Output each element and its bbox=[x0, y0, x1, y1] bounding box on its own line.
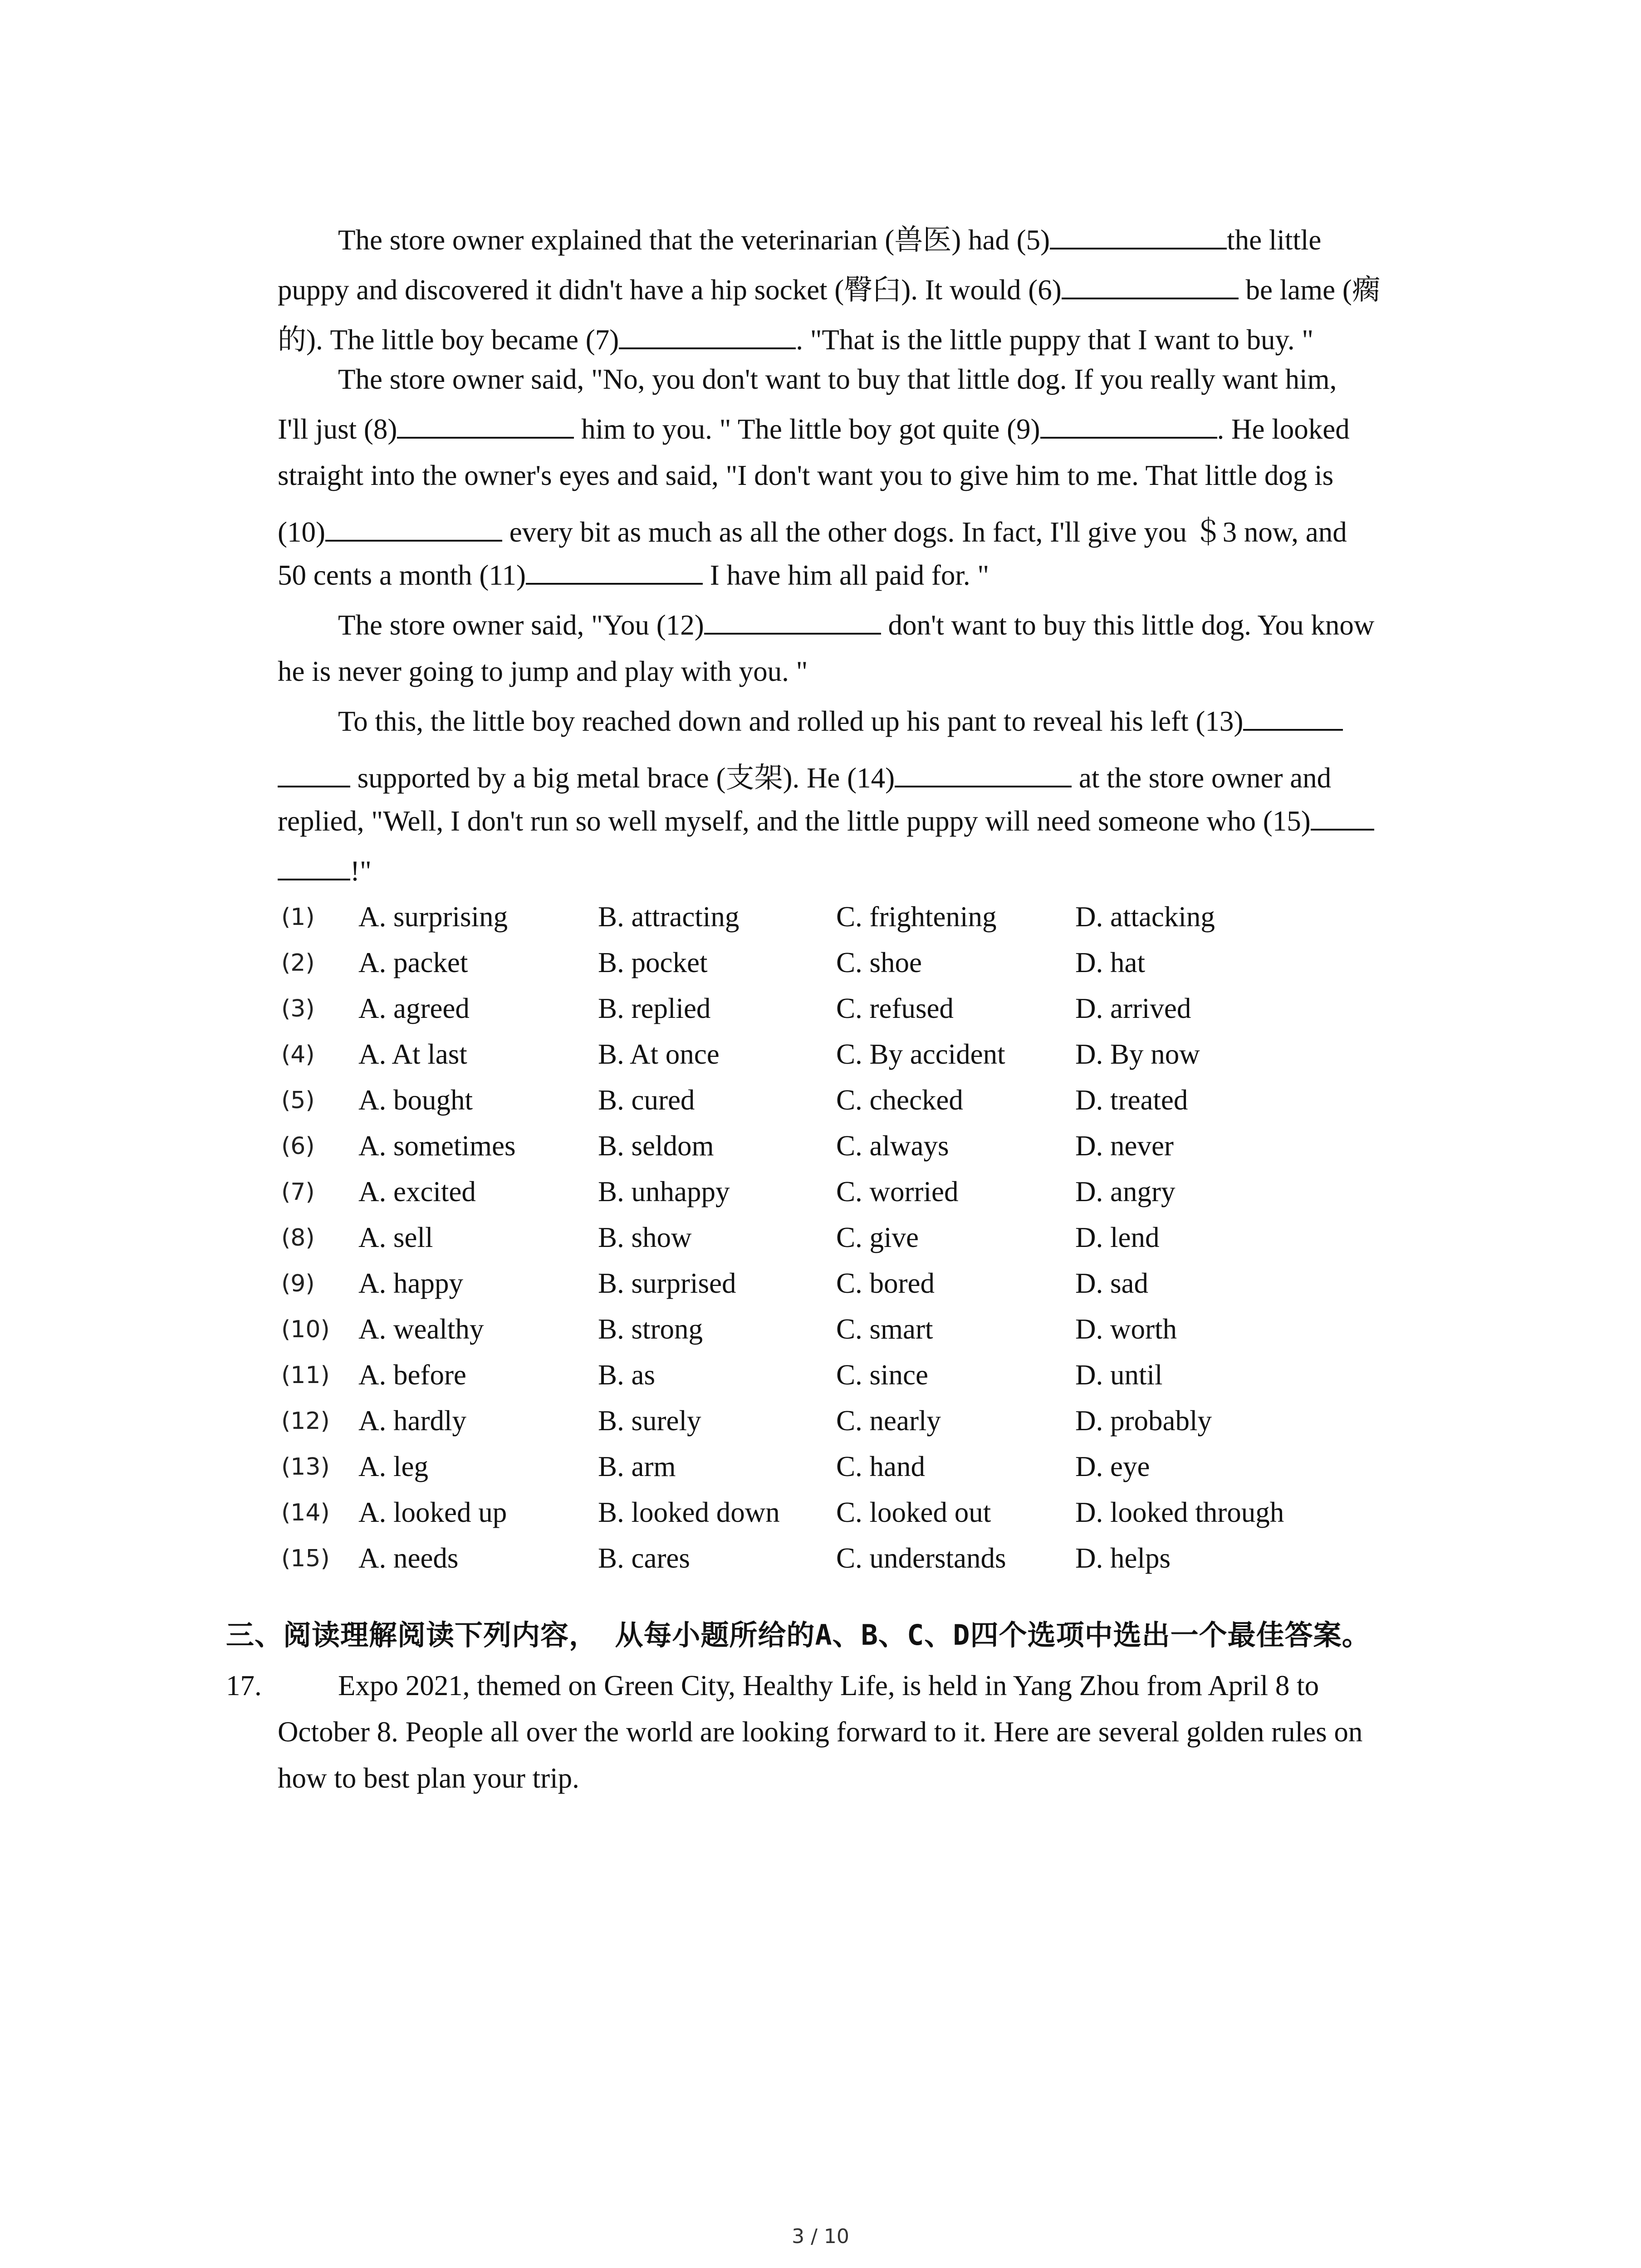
option-d[interactable]: D. lend bbox=[1075, 1222, 1160, 1253]
option-c[interactable]: C. checked bbox=[836, 1084, 963, 1116]
option-c[interactable]: C. bored bbox=[836, 1267, 935, 1299]
option-d[interactable]: D. eye bbox=[1075, 1451, 1150, 1482]
option-number: (5) bbox=[281, 1087, 315, 1114]
passage-line bbox=[278, 413, 1457, 446]
option-b[interactable]: B. strong bbox=[598, 1313, 703, 1345]
passage-line bbox=[278, 559, 1457, 592]
passage-line bbox=[278, 509, 1457, 550]
option-a[interactable]: A. packet bbox=[358, 947, 468, 978]
passage-text: don't want to buy this little dog. You know bbox=[888, 609, 1375, 641]
option-c[interactable]: C. understands bbox=[836, 1542, 1006, 1574]
option-number: (12) bbox=[281, 1408, 330, 1435]
option-number: (15) bbox=[281, 1545, 330, 1572]
option-c[interactable]: C. since bbox=[836, 1359, 928, 1391]
option-b[interactable]: B. cares bbox=[598, 1542, 690, 1574]
option-a[interactable]: A. before bbox=[358, 1359, 466, 1391]
answer-blank[interactable] bbox=[278, 762, 350, 787]
passage-line bbox=[338, 705, 1518, 738]
answer-blank[interactable] bbox=[1243, 705, 1343, 731]
option-b[interactable]: B. surely bbox=[598, 1405, 701, 1437]
passage-line bbox=[338, 609, 1518, 642]
passage-line bbox=[278, 267, 1457, 308]
option-c[interactable]: C. shoe bbox=[836, 947, 922, 978]
passage-text: be lame (瘸 bbox=[1245, 274, 1381, 306]
option-number: (9) bbox=[281, 1270, 315, 1297]
answer-blank[interactable] bbox=[325, 516, 502, 542]
answer-blank[interactable] bbox=[1062, 274, 1239, 299]
option-a[interactable]: A. hardly bbox=[358, 1405, 466, 1437]
passage-text: . He looked bbox=[1217, 413, 1350, 445]
option-number: (1) bbox=[281, 904, 315, 931]
option-d[interactable]: D. helps bbox=[1075, 1542, 1171, 1574]
option-number: (2) bbox=[281, 949, 315, 977]
passage-text: replied, "Well, I don't run so well myself, and the little puppy will need someone who (15) bbox=[278, 805, 1311, 837]
option-number: (11) bbox=[281, 1362, 330, 1389]
option-b[interactable]: B. as bbox=[598, 1359, 655, 1391]
passage-text: 50 cents a month (11) bbox=[278, 559, 526, 591]
option-b[interactable]: B. seldom bbox=[598, 1130, 714, 1162]
passage-text: every bit as much as all the other dogs. In fact, I'll give you ＄3 now, and bbox=[509, 516, 1347, 548]
passage-line bbox=[278, 655, 1457, 688]
option-a[interactable]: A. surprising bbox=[358, 901, 508, 933]
passage-line bbox=[338, 363, 1518, 396]
option-number: (14) bbox=[281, 1499, 330, 1526]
passage-text: The store owner said, "No, you don't want to buy that little dog. If you really want him, bbox=[338, 363, 1337, 395]
option-b[interactable]: B. replied bbox=[598, 992, 711, 1024]
option-b[interactable]: B. At once bbox=[598, 1038, 720, 1070]
option-d[interactable]: D. By now bbox=[1075, 1038, 1200, 1070]
passage-line bbox=[278, 855, 1457, 888]
option-d[interactable]: D. never bbox=[1075, 1130, 1174, 1162]
answer-blank[interactable] bbox=[895, 762, 1072, 787]
option-c[interactable]: C. always bbox=[836, 1130, 949, 1162]
passage-line bbox=[338, 217, 1518, 258]
option-d[interactable]: D. hat bbox=[1075, 947, 1145, 978]
option-a[interactable]: A. needs bbox=[358, 1542, 459, 1574]
passage-text: puppy and discovered it didn't have a hip socket (臀臼). It would (6) bbox=[278, 274, 1062, 306]
option-d[interactable]: D. until bbox=[1075, 1359, 1163, 1391]
passage-text: To this, the little boy reached down and rolled up his pant to reveal his left (13) bbox=[338, 705, 1244, 737]
question-number: 17. bbox=[226, 1670, 262, 1701]
option-a[interactable]: A. looked up bbox=[358, 1496, 507, 1528]
option-c[interactable]: C. smart bbox=[836, 1313, 933, 1345]
option-b[interactable]: B. looked down bbox=[598, 1496, 780, 1528]
option-a[interactable]: A. sometimes bbox=[358, 1130, 516, 1162]
option-c[interactable]: C. nearly bbox=[836, 1405, 941, 1437]
option-a[interactable]: A. sell bbox=[358, 1222, 433, 1253]
passage-text: The store owner said, "You (12) bbox=[338, 609, 704, 641]
answer-blank[interactable] bbox=[526, 559, 703, 585]
answer-blank[interactable] bbox=[619, 324, 796, 349]
option-number: (10) bbox=[281, 1316, 330, 1343]
option-c[interactable]: C. give bbox=[836, 1222, 919, 1253]
option-number: (6) bbox=[281, 1133, 315, 1160]
option-number: (13) bbox=[281, 1453, 330, 1481]
option-a[interactable]: A. happy bbox=[358, 1267, 463, 1299]
option-b[interactable]: B. show bbox=[598, 1222, 692, 1253]
option-a[interactable]: A. wealthy bbox=[358, 1313, 484, 1345]
passage-line bbox=[278, 317, 1457, 358]
option-d[interactable]: D. probably bbox=[1075, 1405, 1212, 1437]
option-number: (7) bbox=[281, 1178, 315, 1206]
passage-text: I'll just (8) bbox=[278, 413, 397, 445]
answer-blank[interactable] bbox=[1311, 805, 1374, 831]
section-heading: 三、阅读理解阅读下列内容， 从每小题所给的A、B、C、D四个选项中选出一个最佳答案。 bbox=[226, 1618, 1371, 1652]
passage-text: (10) bbox=[278, 516, 325, 548]
option-b[interactable]: B. unhappy bbox=[598, 1176, 730, 1207]
option-c[interactable]: C. hand bbox=[836, 1451, 925, 1482]
option-c[interactable]: C. looked out bbox=[836, 1496, 991, 1528]
passage-text: The store owner explained that the veterinarian (兽医) had (5) bbox=[338, 224, 1050, 256]
option-a[interactable]: A. bought bbox=[358, 1084, 473, 1116]
question-line: how to best plan your trip. bbox=[278, 1762, 579, 1794]
option-c[interactable]: C. frightening bbox=[836, 901, 997, 933]
passage-text: 的). The little boy became (7) bbox=[278, 324, 619, 356]
option-d[interactable]: D. arrived bbox=[1075, 992, 1191, 1024]
passage-line bbox=[278, 805, 1457, 838]
option-number: (8) bbox=[281, 1224, 315, 1251]
answer-blank[interactable] bbox=[1040, 413, 1217, 439]
page-number: 3 / 10 bbox=[792, 2225, 849, 2248]
option-c[interactable]: C. worried bbox=[836, 1176, 959, 1207]
question-line: October 8. People all over the world are looking forward to it. Here are several golden rules on bbox=[278, 1716, 1363, 1748]
answer-blank[interactable] bbox=[278, 855, 350, 880]
option-c[interactable]: C. refused bbox=[836, 992, 954, 1024]
answer-blank[interactable] bbox=[397, 413, 574, 439]
option-b[interactable]: B. pocket bbox=[598, 947, 708, 978]
option-a[interactable]: A. leg bbox=[358, 1451, 428, 1482]
option-b[interactable]: B. arm bbox=[598, 1451, 676, 1482]
answer-blank[interactable] bbox=[1050, 224, 1227, 249]
option-number: (4) bbox=[281, 1041, 315, 1068]
passage-text: he is never going to jump and play with you. " bbox=[278, 655, 808, 687]
passage-line bbox=[278, 755, 1457, 796]
option-b[interactable]: B. surprised bbox=[598, 1267, 736, 1299]
passage-text: at the store owner and bbox=[1078, 762, 1332, 794]
passage-text: . "That is the little puppy that I want to buy. " bbox=[796, 324, 1314, 356]
option-a[interactable]: A. At last bbox=[358, 1038, 467, 1070]
passage-text: I have him all paid for. " bbox=[710, 559, 989, 591]
option-b[interactable]: B. attracting bbox=[598, 901, 740, 933]
question-line: Expo 2021, themed on Green City, Healthy Life, is held in Yang Zhou from April 8 to bbox=[338, 1670, 1319, 1701]
option-d[interactable]: D. worth bbox=[1075, 1313, 1177, 1345]
passage-text: him to you. " The little boy got quite (9) bbox=[581, 413, 1040, 445]
option-a[interactable]: A. excited bbox=[358, 1176, 476, 1207]
option-d[interactable]: D. treated bbox=[1075, 1084, 1188, 1116]
option-a[interactable]: A. agreed bbox=[358, 992, 470, 1024]
passage-text: supported by a big metal brace (支架). He (14) bbox=[357, 762, 895, 794]
option-d[interactable]: D. attacking bbox=[1075, 901, 1215, 933]
option-c[interactable]: C. By accident bbox=[836, 1038, 1005, 1070]
option-d[interactable]: D. angry bbox=[1075, 1176, 1176, 1207]
passage-text: !" bbox=[350, 855, 372, 887]
answer-blank[interactable] bbox=[704, 609, 881, 635]
passage-text: the little bbox=[1227, 224, 1322, 256]
passage-line bbox=[278, 459, 1457, 492]
passage-text: straight into the owner's eyes and said, "I don't want you to give him to me. That little dog is bbox=[278, 459, 1334, 491]
option-number: (3) bbox=[281, 995, 315, 1022]
option-d[interactable]: D. looked through bbox=[1075, 1496, 1284, 1528]
option-b[interactable]: B. cured bbox=[598, 1084, 695, 1116]
option-d[interactable]: D. sad bbox=[1075, 1267, 1148, 1299]
